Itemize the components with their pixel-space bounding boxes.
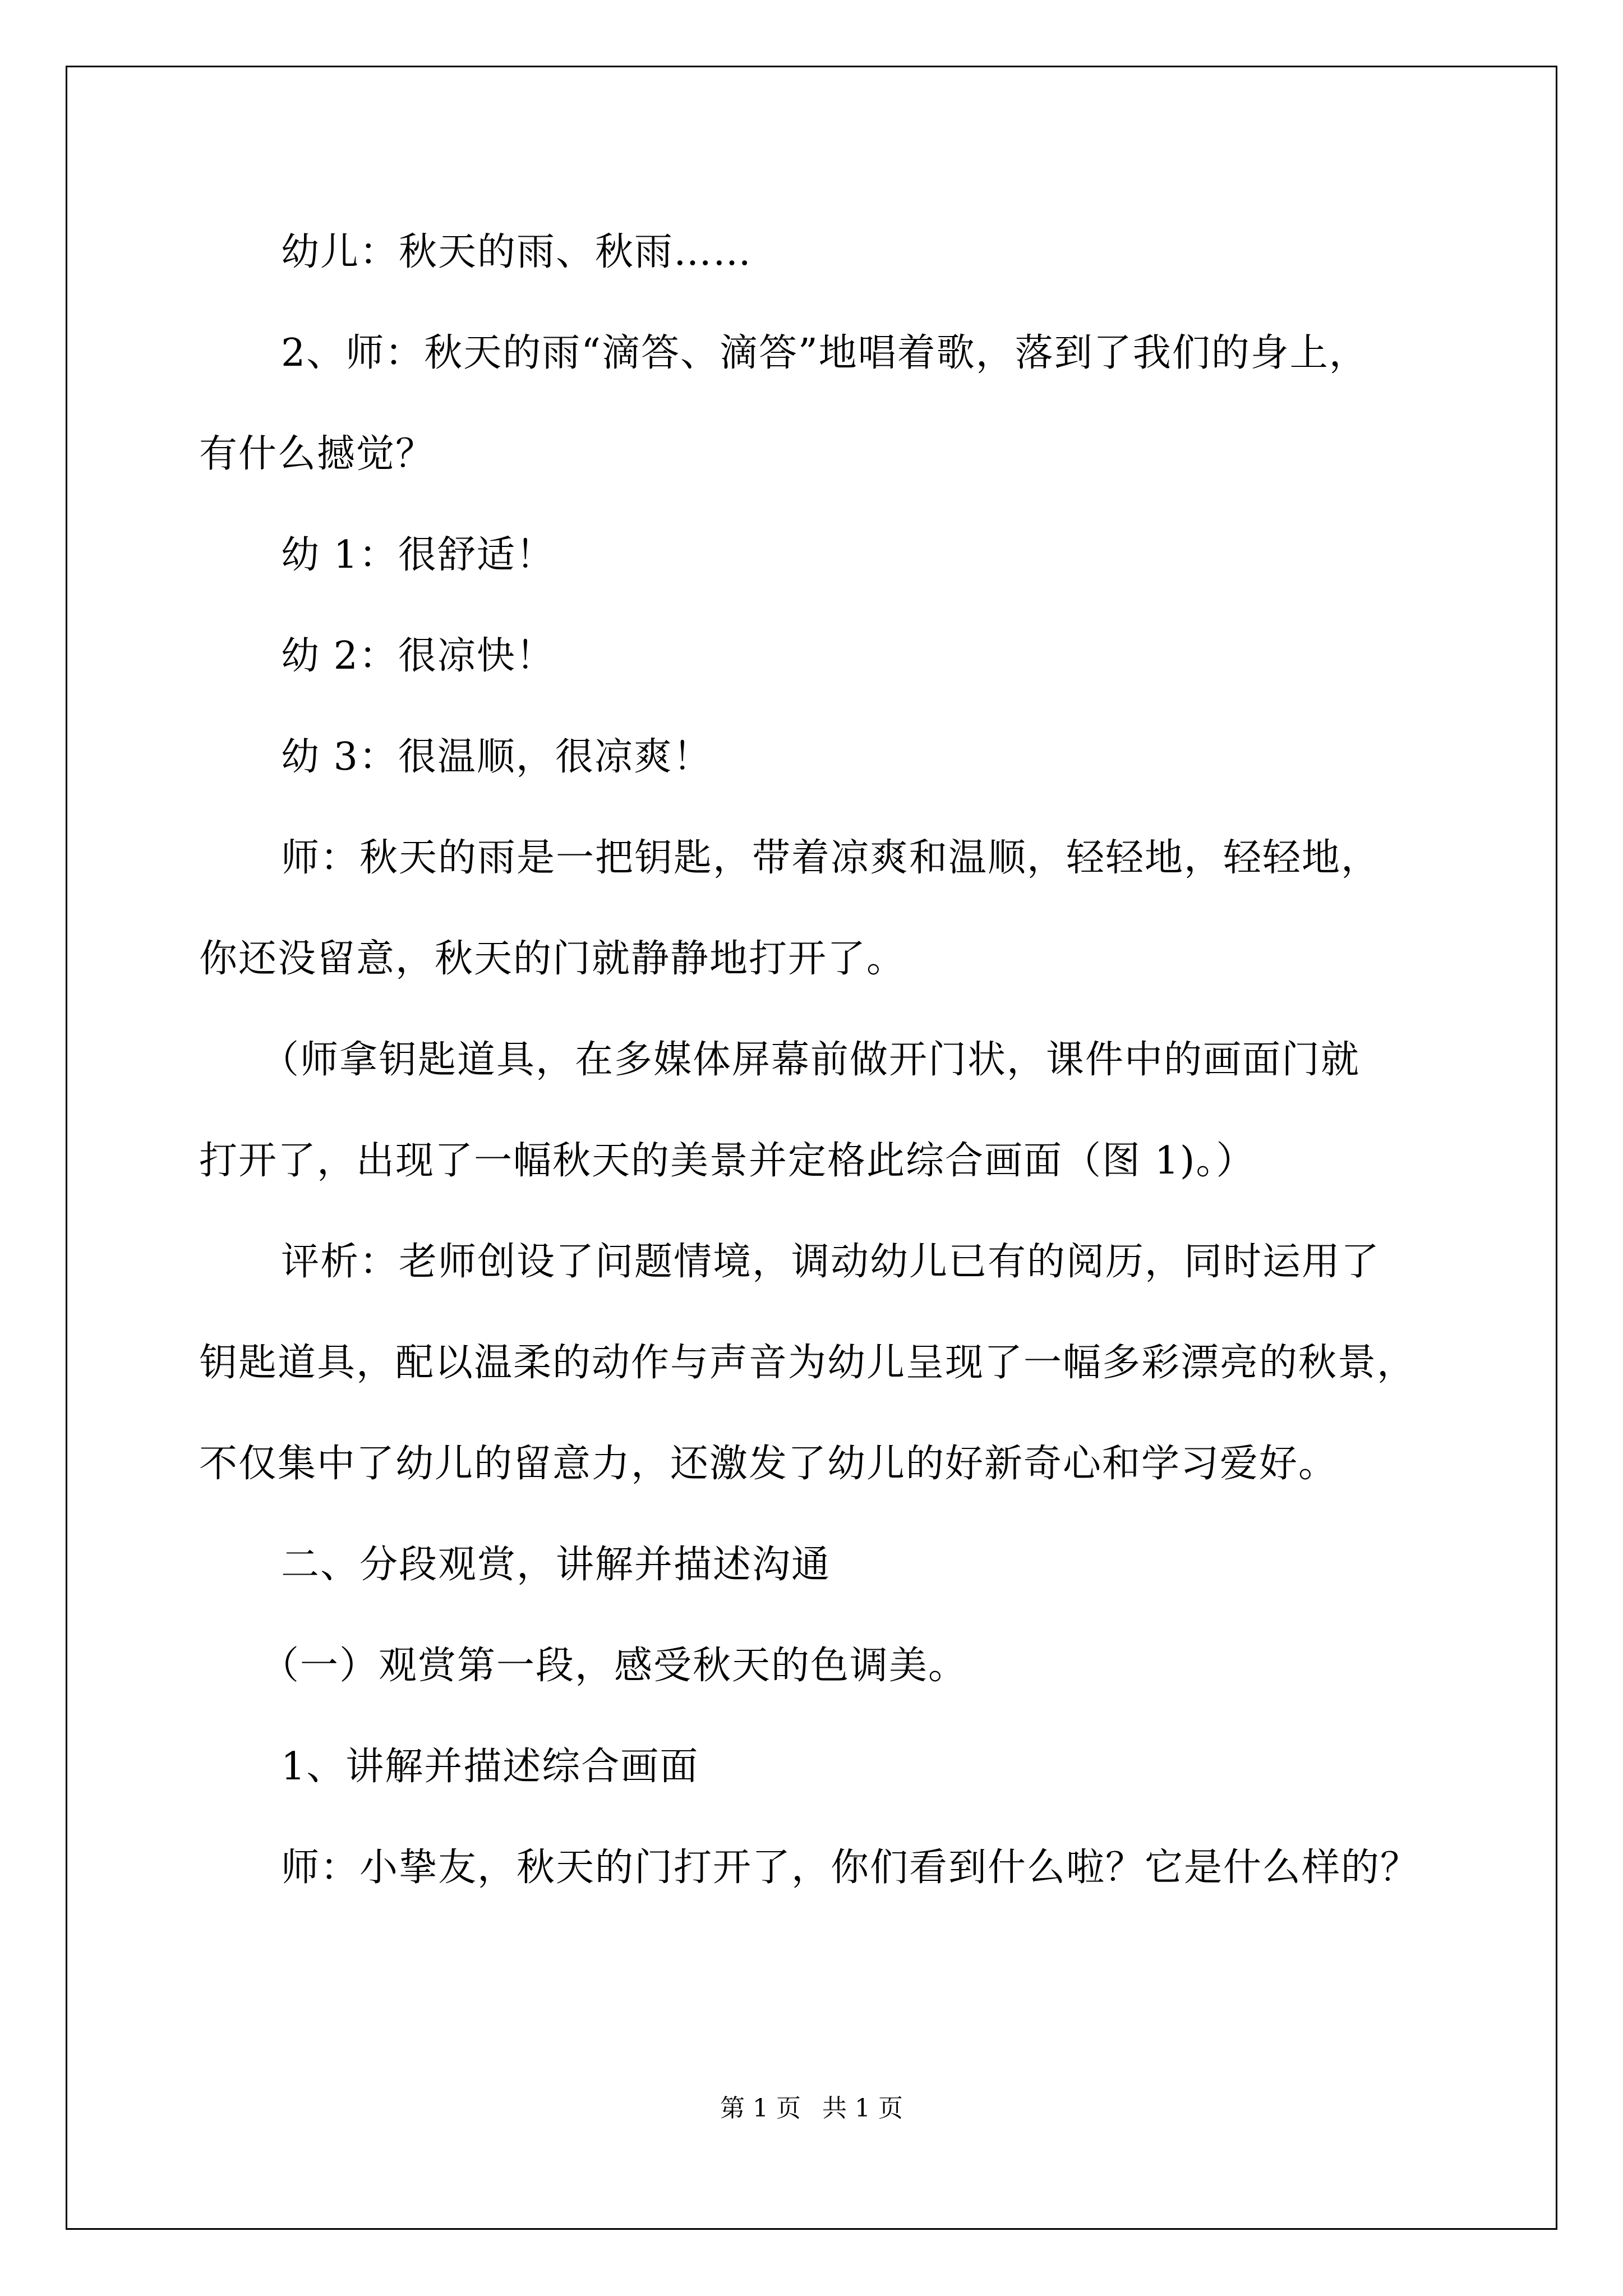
page-number: 第 1 页 — [720, 2094, 801, 2123]
paragraph-line: （师拿钥匙道具，在多媒体屏幕前做开门状，课件中的画面门就 — [261, 1038, 1361, 1082]
paragraph-line: 师：秋天的雨是一把钥匙，带着凉爽和温顺，轻轻地，轻轻地， — [281, 836, 1381, 880]
paragraph-line: 打开了，出现了一幅秋天的美景并定格此综合画面（图 1)。） — [199, 1139, 1256, 1183]
paragraph-line: 师：小挚友，秋天的门打开了，你们看到什么啦？它是什么样的？ — [281, 1846, 1420, 1890]
paragraph-line: 幼儿：秋天的雨、秋雨…… — [281, 230, 753, 274]
subsection-item: 1、讲解并描述综合画面 — [281, 1745, 699, 1789]
section-heading: 二、分段观赏，讲解并描述沟通 — [281, 1543, 831, 1587]
paragraph-line: 幼 1：很舒适！ — [281, 533, 555, 577]
paragraph-line: 评析：老师创设了问题情境，调动幼儿已有的阅历，同时运用了 — [281, 1240, 1381, 1284]
subsection-heading: （一）观赏第一段，感受秋天的色调美。 — [261, 1644, 968, 1688]
page-footer — [0, 2088, 1623, 2124]
paragraph-line: 2、师：秋天的雨“滴答、滴答”地唱着歌，落到了我们的身上， — [281, 331, 1368, 375]
document-body — [199, 202, 1433, 1918]
paragraph-line: 幼 2：很凉快！ — [281, 634, 555, 678]
paragraph-line: 有什么撼觉？ — [199, 432, 435, 476]
paragraph-line: 你还没留意，秋天的门就静静地打开了。 — [199, 937, 906, 981]
paragraph-line: 不仅集中了幼儿的留意力，还激发了幼儿的好新奇心和学习爱好。 — [199, 1442, 1338, 1486]
page-total: 共 1 页 — [822, 2094, 903, 2123]
paragraph-line: 幼 3：很温顺，很凉爽！ — [281, 735, 712, 779]
paragraph-line: 钥匙道具，配以温柔的动作与声音为幼儿呈现了一幅多彩漂亮的秋景， — [199, 1341, 1417, 1385]
